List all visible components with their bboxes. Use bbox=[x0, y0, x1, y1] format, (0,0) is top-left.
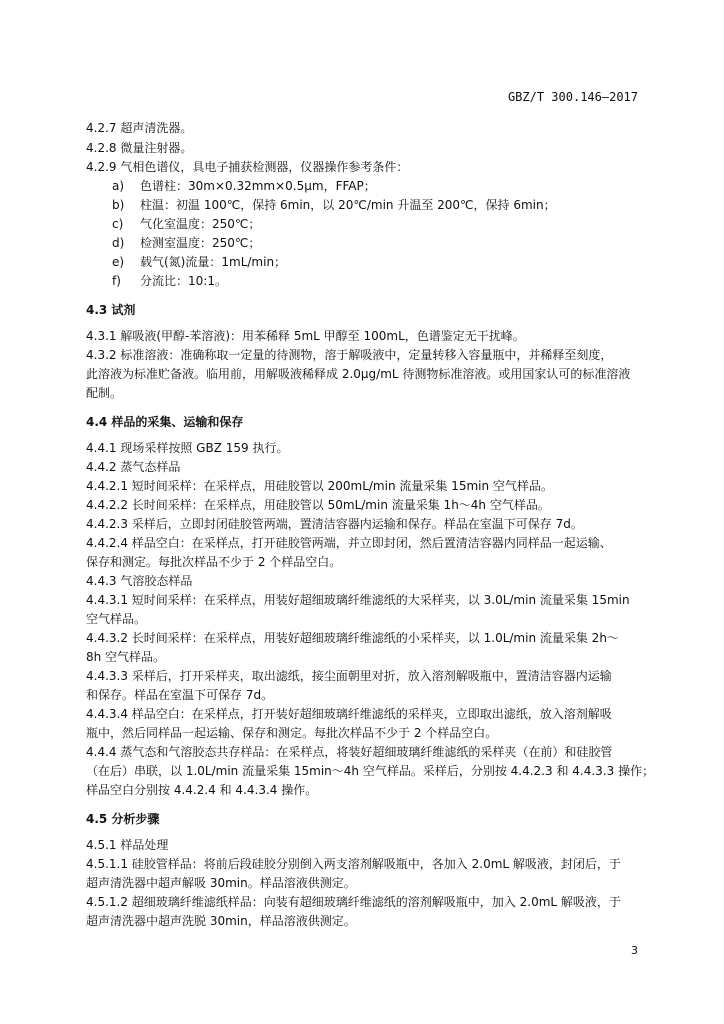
item-4-5-1-1-line1: 4.5.1.1 硅胶管样品：将前后段硅胶分别倒入两支溶剂解吸瓶中，各加入 2.0mL 解吸液，封闭后，于 bbox=[86, 857, 621, 871]
condition-a-key: a) bbox=[112, 179, 125, 193]
item-4-3-2-line1: 4.3.2 标准溶液：准确称取一定量的待测物，溶于解吸液中，定量转移入容量瓶中，并稀释至刻度， bbox=[86, 348, 613, 362]
item-4-3-2-line2: 此溶液为标准贮备液。临用前，用解吸液稀释成 2.0μg/mL 待测物标准溶液。或用国家认可的标准溶液 bbox=[86, 367, 631, 381]
standard-number: GBZ/T 300.146—2017 bbox=[507, 90, 638, 104]
condition-b-key: b) bbox=[112, 198, 125, 212]
item-4-4-2-2: 4.4.2.2 长时间采样：在采样点，用硅胶管以 50mL/min 流量采集 1h～4h 空气样品。 bbox=[86, 498, 550, 512]
condition-b-text: 柱温：初温 100℃，保持 6min，以 20℃/min 升温至 200℃，保持 6min； bbox=[140, 198, 556, 212]
condition-e bbox=[112, 254, 286, 270]
item-4-4-2-3: 4.4.2.3 采样后，立即封闭硅胶管两端，置清洁容器内运输和保存。样品在室温下可保存 7d。 bbox=[86, 517, 583, 531]
item-4-4-3-2-line2: 8h 空气样品。 bbox=[86, 650, 166, 664]
item-4-4-3: 4.4.3 气溶胶态样品 bbox=[86, 574, 193, 588]
item-4-4-3-3-line2: 和保存。样品在室温下可保存 7d。 bbox=[86, 688, 274, 702]
condition-b bbox=[112, 197, 556, 213]
item-4-4-2-4-line1: 4.4.2.4 样品空白：在采样点，打开硅胶管两端，并立即封闭，然后置清洁容器内同样品一起运输、 bbox=[86, 536, 612, 550]
item-4-5-1-2-line2: 超声清洗器中超声洗脱 30min，样品溶液供测定。 bbox=[86, 914, 356, 928]
section-4-4-heading: 4.4 样品的采集、运输和保存 bbox=[86, 415, 244, 429]
condition-f bbox=[112, 273, 227, 289]
condition-f-key: f) bbox=[112, 274, 121, 288]
item-4-5-1: 4.5.1 样品处理 bbox=[86, 838, 169, 852]
condition-c bbox=[112, 216, 260, 232]
condition-e-text: 载气(氮)流量：1mL/min； bbox=[140, 255, 287, 269]
item-4-5-1-1-line2: 超声清洗器中超声解吸 30min。样品溶液供测定。 bbox=[86, 876, 356, 890]
item-4-4-4-line3: 样品空白分别按 4.4.2.4 和 4.4.3.4 操作。 bbox=[86, 783, 318, 797]
page-number: 3 bbox=[631, 944, 638, 957]
item-4-4-2: 4.4.2 蒸气态样品 bbox=[86, 460, 181, 474]
condition-c-text: 气化室温度：250℃； bbox=[140, 217, 261, 231]
item-4-3-2-line3: 配制。 bbox=[86, 386, 123, 400]
item-4-4-3-1-line2: 空气样品。 bbox=[86, 612, 147, 626]
item-4-4-4-line1: 4.4.4 蒸气态和气溶胶态共存样品：在采样点，将装好超细玻璃纤维滤纸的采样夹（在前）和硅胶管 bbox=[86, 745, 613, 759]
item-4-2-8: 4.2.8 微量注射器。 bbox=[86, 141, 193, 155]
item-4-4-3-1-line1: 4.4.3.1 短时间采样：在采样点，用装好超细玻璃纤维滤纸的大采样夹，以 3.0L/min 流量采集 15min bbox=[86, 593, 630, 607]
condition-a-text: 色谱柱：30m×0.32mm×0.5μm，FFAP； bbox=[140, 179, 376, 193]
condition-f-text: 分流比：10:1。 bbox=[140, 274, 227, 288]
item-4-5-1-2-line1: 4.5.1.2 超细玻璃纤维滤纸样品：向装有超细玻璃纤维滤纸的溶剂解吸瓶中，加入 2.0mL 解吸液，于 bbox=[86, 895, 621, 909]
condition-c-key: c) bbox=[112, 217, 124, 231]
item-4-2-7: 4.2.7 超声清洗器。 bbox=[86, 121, 193, 135]
section-4-3-heading: 4.3 试剂 bbox=[86, 303, 136, 317]
item-4-4-1: 4.4.1 现场采样按照 GBZ 159 执行。 bbox=[86, 441, 289, 455]
item-4-3-1: 4.3.1 解吸液(甲醇-苯溶液)：用苯稀释 5mL 甲醇至 100mL，色谱鉴定无干扰峰。 bbox=[86, 329, 525, 343]
item-4-4-2-4-line2: 保存和测定。每批次样品不少于 2 个样品空白。 bbox=[86, 555, 342, 569]
condition-d-key: d) bbox=[112, 236, 125, 250]
condition-d bbox=[112, 235, 260, 251]
item-4-4-3-4-line1: 4.4.3.4 样品空白：在采样点，打开装好超细玻璃纤维滤纸的采样夹，立即取出滤纸，放入溶剂解吸 bbox=[86, 707, 612, 721]
item-4-4-3-2-line1: 4.4.3.2 长时间采样：在采样点，用装好超细玻璃纤维滤纸的小采样夹，以 1.0L/min 流量采集 2h～ bbox=[86, 631, 619, 645]
item-4-4-3-3-line1: 4.4.3.3 采样后，打开采样夹，取出滤纸，接尘面朝里对折，放入溶剂解吸瓶中，置清洁容器内运输 bbox=[86, 669, 612, 683]
item-4-2-9: 4.2.9 气相色谱仪，具电子捕获检测器，仪器操作参考条件： bbox=[86, 160, 409, 174]
item-4-4-4-line2: （在后）串联，以 1.0L/min 流量采集 15min～4h 空气样品。采样后，分别按 4.4.2.3 和 4.4.3.3 操作； bbox=[86, 764, 655, 778]
section-4-5-heading: 4.5 分析步骤 bbox=[86, 812, 160, 826]
item-4-4-2-1: 4.4.2.1 短时间采样：在采样点，用硅胶管以 200mL/min 流量采集 15min 空气样品。 bbox=[86, 479, 553, 493]
condition-d-text: 检测室温度：250℃； bbox=[140, 236, 261, 250]
condition-e-key: e) bbox=[112, 255, 125, 269]
condition-a bbox=[112, 178, 376, 194]
item-4-4-3-4-line2: 瓶中，然后同样品一起运输、保存和测定。每批次样品不少于 2 个样品空白。 bbox=[86, 726, 498, 740]
